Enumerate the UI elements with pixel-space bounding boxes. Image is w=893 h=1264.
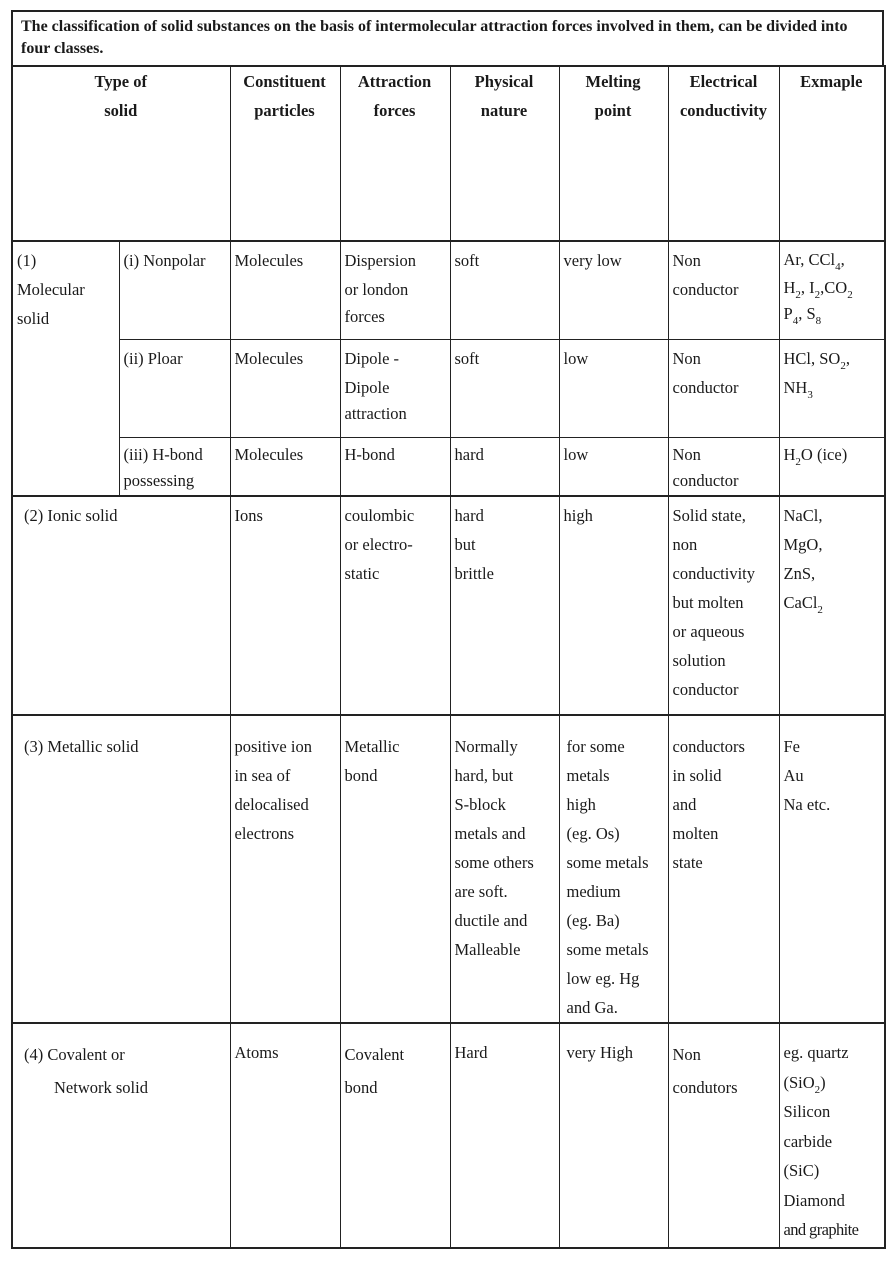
- cell-text: S-block: [454, 795, 506, 814]
- cell-example: [779, 241, 885, 339]
- cell-text: (eg. Os): [566, 824, 620, 843]
- cell-text: (SiC): [783, 1161, 820, 1180]
- example-line: [784, 274, 880, 302]
- cell-text: Silicon: [783, 1102, 831, 1121]
- cell-text: Molecules: [234, 444, 304, 464]
- cell-text: Fe: [783, 737, 800, 756]
- cell-text: attraction: [344, 403, 407, 423]
- cell-text: hard, but: [454, 766, 514, 785]
- cell-text: Molecules: [234, 348, 304, 368]
- cell-text: Atoms: [234, 1043, 279, 1062]
- table-row-molecular-nonpolar: [12, 241, 885, 339]
- cell-text: eg. quartz: [783, 1043, 849, 1062]
- cell-text: solution: [672, 651, 726, 670]
- cell-text: ): [820, 1072, 826, 1092]
- cell-text: Ions: [234, 506, 263, 525]
- cell-text: conductor: [672, 470, 739, 490]
- cell-text: but: [454, 535, 476, 554]
- cell-text: NaCl,: [783, 506, 823, 525]
- header-electrical-conductivity: [668, 66, 779, 241]
- cell-text: or london: [344, 280, 409, 299]
- cell-text: (iii) H-bond: [123, 444, 203, 464]
- cell-text: ,: [840, 250, 845, 269]
- cell-text: Non: [672, 444, 701, 464]
- cell-text: (eg. Ba): [566, 911, 620, 930]
- cell-text: bond: [344, 766, 378, 785]
- cell-text: Malleable: [454, 940, 521, 959]
- cell-text: possessing: [123, 470, 195, 490]
- cell-text: Hard: [454, 1043, 488, 1062]
- cell-text: hard: [454, 506, 484, 525]
- header-text: Constituent: [243, 72, 326, 91]
- cell-conductivity: [668, 241, 779, 339]
- cell-melting: [559, 1023, 668, 1248]
- subscript: 2: [817, 604, 823, 616]
- cell-text: high: [566, 795, 596, 814]
- cell-text: soft: [454, 251, 480, 270]
- cell-melting: [559, 715, 668, 1023]
- example-line: [784, 1068, 885, 1098]
- cell-text: MgO,: [783, 535, 823, 554]
- header-text: Attraction: [357, 72, 432, 91]
- cell-text: state: [672, 853, 703, 872]
- header-text: Electrical: [689, 72, 758, 91]
- cell-text: Metallic: [344, 737, 400, 756]
- cell-text: CaCl: [783, 593, 818, 612]
- cell-text: Network solid: [54, 1078, 148, 1097]
- cell-text: or aqueous: [672, 622, 745, 641]
- cell-text: hard: [454, 444, 484, 464]
- cell-forces: [340, 496, 450, 715]
- cell-text: but molten: [672, 593, 744, 612]
- cell-conductivity: [668, 1023, 779, 1248]
- example-line: [784, 373, 880, 402]
- example-line: [784, 588, 880, 617]
- cell-text: and: [672, 795, 697, 814]
- cell-conductivity: [668, 437, 779, 496]
- cell-conductivity: [668, 715, 779, 1023]
- cell-text: Ar, CCl: [783, 250, 836, 269]
- cell-molecular-type: [12, 241, 119, 496]
- example-line: [784, 442, 880, 468]
- subscript: 3: [807, 388, 813, 401]
- cell-text: ZnS,: [783, 564, 816, 583]
- cell-example: [779, 715, 885, 1023]
- cell-nature: [450, 715, 559, 1023]
- subscript: 2: [795, 455, 801, 468]
- cell-particles: [230, 715, 340, 1023]
- cell-text: and Ga.: [566, 998, 618, 1017]
- cell-nature: [450, 339, 559, 437]
- cell-text: delocalised: [234, 795, 309, 814]
- cell-forces: [340, 715, 450, 1023]
- header-text: Physical: [474, 72, 534, 91]
- cell-text: soft: [454, 348, 480, 368]
- header-example: [779, 66, 885, 241]
- cell-forces: [340, 1023, 450, 1248]
- subscript: 2: [814, 1083, 821, 1096]
- cell-text: H: [783, 278, 796, 297]
- cell-text: O (ice): [800, 444, 848, 464]
- cell-particles: [230, 241, 340, 339]
- cell-ionic-type: [12, 496, 230, 715]
- cell-text: Non: [672, 251, 701, 270]
- cell-text: carbide: [783, 1131, 833, 1151]
- cell-text: NH: [783, 377, 808, 397]
- header-text: solid: [104, 101, 138, 120]
- cell-subtype: [119, 241, 230, 339]
- cell-text: H-bond: [344, 444, 395, 464]
- cell-text: conductor: [672, 280, 739, 299]
- header-text: forces: [373, 101, 416, 120]
- cell-text: metals: [566, 766, 610, 785]
- cell-text: positive ion: [234, 737, 312, 756]
- cell-text: and graphite: [783, 1220, 859, 1239]
- cell-text: molten: [672, 824, 719, 843]
- subscript: 2: [840, 359, 846, 372]
- cell-text: medium: [566, 882, 621, 901]
- cell-text: Solid state,: [672, 506, 746, 525]
- cell-text: some metals: [566, 940, 649, 959]
- cell-nature: [450, 241, 559, 339]
- cell-forces: [340, 241, 450, 339]
- cell-text: (3) Metallic solid: [24, 737, 139, 756]
- cell-text: Dipole: [344, 377, 390, 397]
- header-row: [12, 66, 885, 241]
- cell-text: Molecular: [17, 280, 85, 299]
- header-text: Melting: [585, 72, 641, 91]
- cell-text: ,: [845, 348, 850, 368]
- subscript: 2: [847, 289, 853, 301]
- cell-forces: [340, 339, 450, 437]
- subscript: 4: [792, 315, 799, 327]
- cell-text: some others: [454, 853, 534, 872]
- cell-text: (1): [17, 251, 37, 270]
- cell-text: P: [783, 304, 793, 323]
- cell-text: very High: [566, 1043, 633, 1062]
- solids-classification-table: [11, 65, 886, 1249]
- cell-text: are soft.: [454, 882, 508, 901]
- cell-text: low: [563, 444, 589, 464]
- header-text: nature: [480, 101, 528, 120]
- cell-nature: [450, 437, 559, 496]
- cell-text: Dispersion: [344, 251, 416, 270]
- table-row-metallic: [12, 715, 885, 1023]
- cell-text: very low: [563, 251, 622, 270]
- cell-conductivity: [668, 339, 779, 437]
- subscript: 8: [815, 315, 822, 327]
- cell-subtype: [119, 339, 230, 437]
- cell-text: , S: [798, 304, 816, 323]
- subscript: 2: [795, 289, 801, 301]
- cell-text: Au: [783, 766, 804, 785]
- cell-text: brittle: [454, 564, 494, 583]
- table-row-ionic: [12, 496, 885, 715]
- cell-text: (ii) Ploar: [123, 348, 183, 368]
- cell-particles: [230, 437, 340, 496]
- cell-text: conductor: [672, 377, 739, 397]
- cell-metallic-type: [12, 715, 230, 1023]
- table-row-covalent: [12, 1023, 885, 1248]
- cell-text: conductivity: [672, 564, 755, 583]
- example-line: [784, 302, 880, 326]
- header-text: Exmaple: [800, 72, 863, 91]
- cell-text: bond: [344, 1078, 378, 1097]
- header-text: particles: [254, 101, 315, 120]
- cell-melting: [559, 241, 668, 339]
- cell-text: condutors: [672, 1078, 738, 1097]
- cell-covalent-type: [12, 1023, 230, 1248]
- cell-text: coulombic: [344, 506, 415, 525]
- table-row-molecular-polar: [12, 339, 885, 437]
- cell-text: for some: [566, 737, 625, 756]
- cell-text: Na etc.: [783, 795, 831, 814]
- cell-text: some metals: [566, 853, 649, 872]
- cell-text: (SiO: [783, 1072, 815, 1092]
- cell-text: conductor: [672, 680, 739, 699]
- cell-text: in sea of: [234, 766, 291, 785]
- cell-text: Non: [672, 1045, 701, 1064]
- cell-example: [779, 1023, 885, 1248]
- classification-table-container: [11, 10, 884, 1249]
- cell-example: [779, 437, 885, 496]
- cell-text: non: [672, 535, 698, 554]
- cell-text: , I: [800, 278, 815, 297]
- cell-text: Covalent: [344, 1045, 405, 1064]
- header-melting-point: [559, 66, 668, 241]
- cell-text: Molecules: [234, 251, 304, 270]
- cell-text: H: [783, 444, 796, 464]
- header-type-of-solid: [12, 66, 230, 241]
- cell-text: conductors: [672, 737, 745, 756]
- header-text: conductivity: [679, 101, 768, 120]
- cell-melting: [559, 339, 668, 437]
- cell-text: metals and: [454, 824, 526, 843]
- cell-forces: [340, 437, 450, 496]
- cell-text: HCl, SO: [783, 348, 841, 368]
- cell-text: (2) Ionic solid: [24, 506, 118, 525]
- cell-text: (4) Covalent or: [24, 1045, 125, 1064]
- example-line: [784, 344, 880, 373]
- table-row-molecular-hbond: [12, 437, 885, 496]
- cell-text: Dipole -: [344, 348, 400, 368]
- cell-text: or electro-: [344, 535, 413, 554]
- cell-text: Normally: [454, 737, 518, 756]
- cell-particles: [230, 1023, 340, 1248]
- cell-melting: [559, 496, 668, 715]
- header-text: Type of: [94, 72, 147, 91]
- cell-text: ductile and: [454, 911, 528, 930]
- cell-example: [779, 339, 885, 437]
- cell-text: forces: [344, 307, 385, 326]
- cell-particles: [230, 339, 340, 437]
- cell-text: in solid: [672, 766, 722, 785]
- example-line: [784, 246, 880, 274]
- header-attraction-forces: [340, 66, 450, 241]
- cell-text: solid: [17, 309, 50, 328]
- header-text: point: [594, 101, 632, 120]
- cell-text: electrons: [234, 824, 295, 843]
- cell-subtype: [119, 437, 230, 496]
- cell-text: Non: [672, 348, 701, 368]
- cell-text: high: [563, 506, 593, 525]
- cell-text: ,CO: [820, 278, 848, 297]
- cell-text: (i) Nonpolar: [123, 251, 206, 270]
- cell-melting: [559, 437, 668, 496]
- cell-particles: [230, 496, 340, 715]
- cell-conductivity: [668, 496, 779, 715]
- cell-example: [779, 496, 885, 715]
- header-physical-nature: [450, 66, 559, 241]
- cell-nature: [450, 1023, 559, 1248]
- cell-text: low: [563, 348, 589, 368]
- table-title: The classification of solid substances on the basis of intermolecular attraction forces involved in them, can be divided into four classes.: [11, 10, 884, 65]
- subscript: 4: [835, 261, 841, 273]
- cell-text: Diamond: [783, 1190, 845, 1210]
- cell-nature: [450, 496, 559, 715]
- header-constituent-particles: [230, 66, 340, 241]
- cell-text: low eg. Hg: [566, 969, 640, 988]
- cell-text: static: [344, 564, 380, 583]
- subscript: 2: [814, 289, 821, 301]
